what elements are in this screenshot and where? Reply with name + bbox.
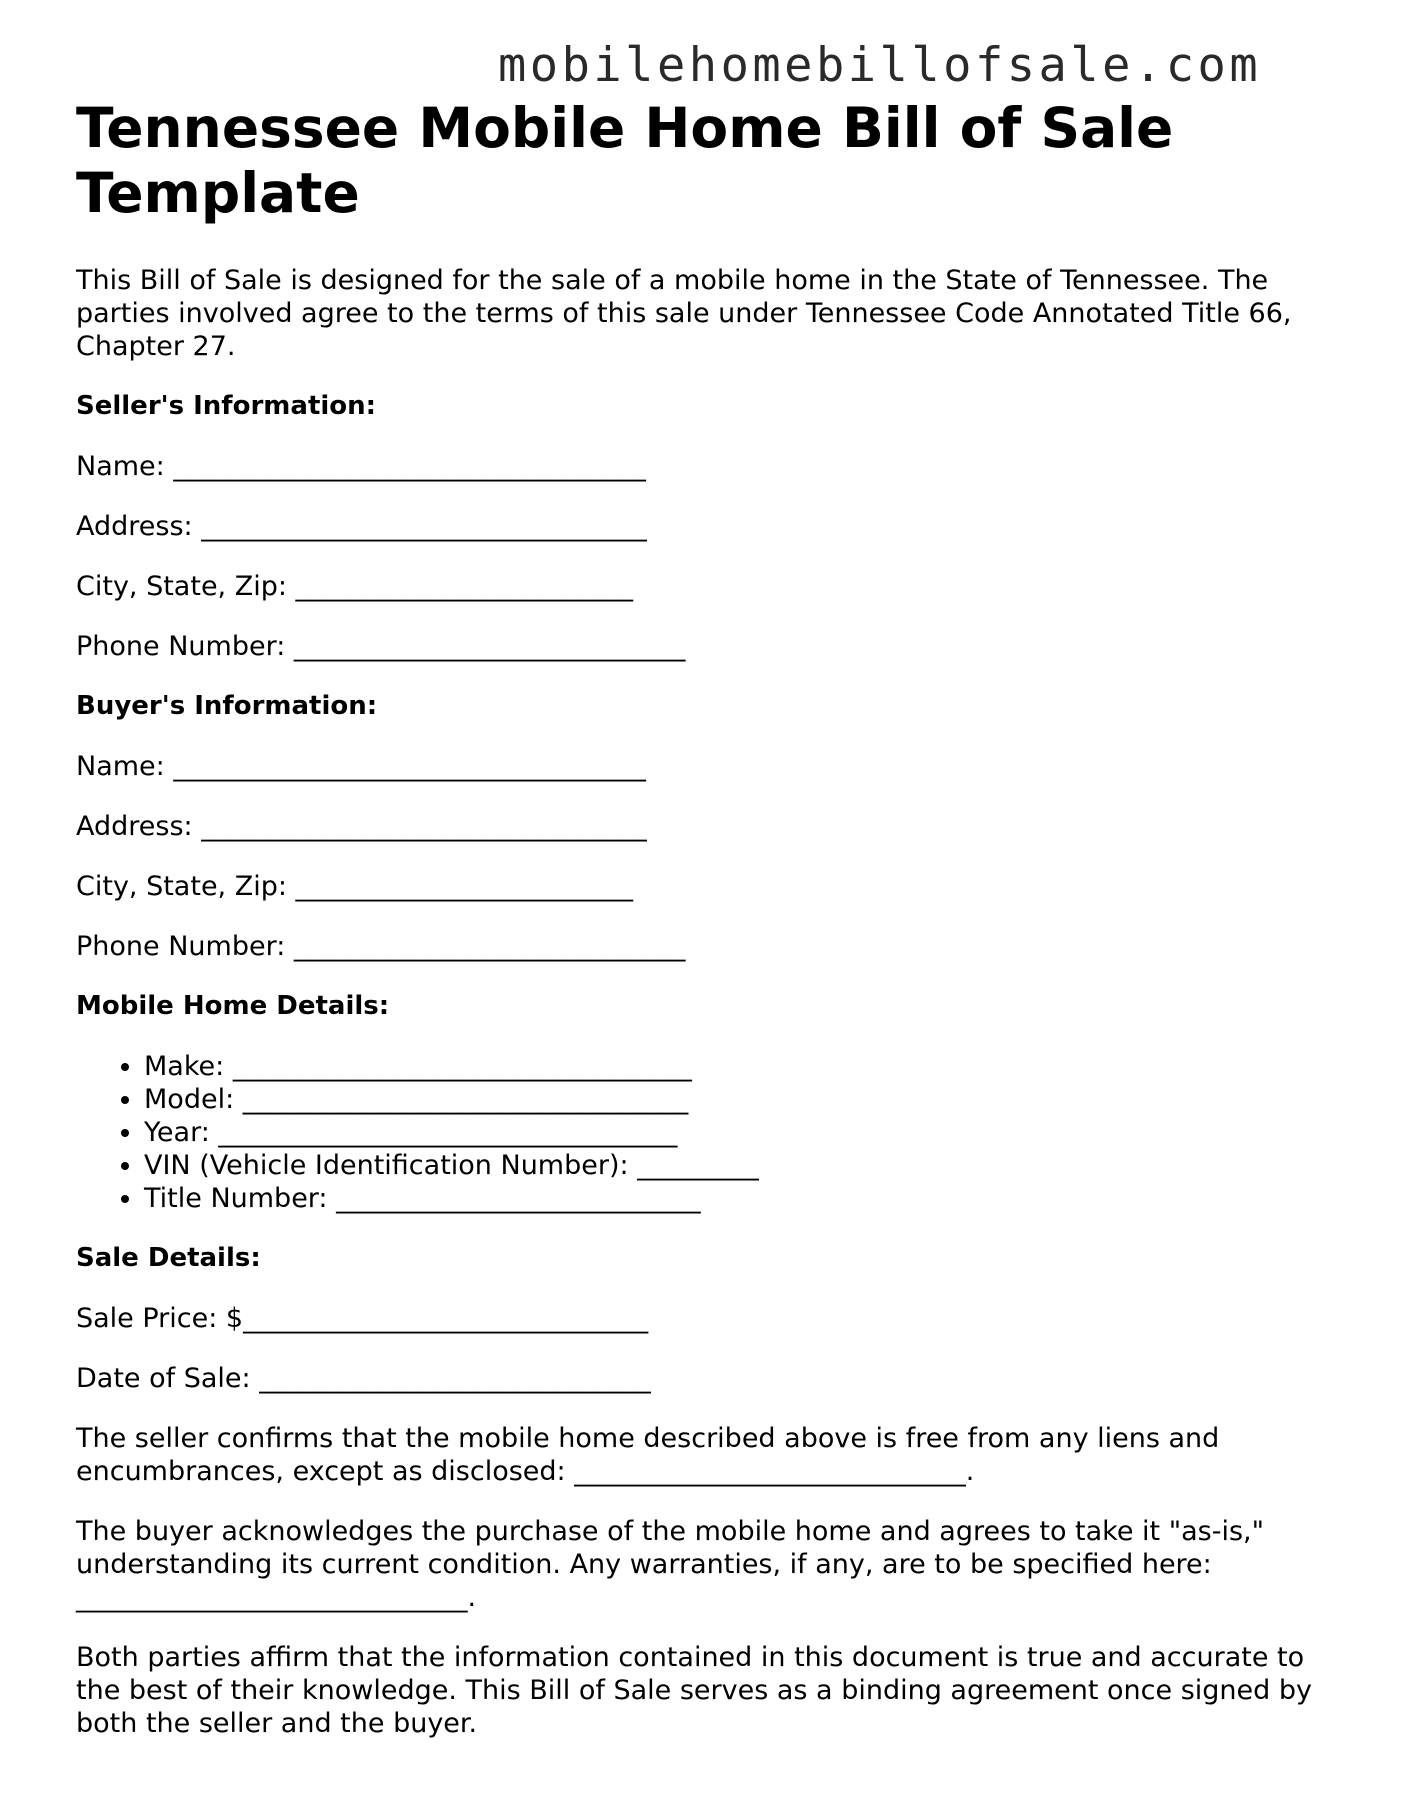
buyer-phone-field[interactable] <box>76 930 1336 963</box>
liens-paragraph <box>76 1422 1336 1488</box>
seller-address-field[interactable] <box>76 510 1336 543</box>
buyer-city-state-zip-field[interactable] <box>76 870 1336 903</box>
buyer-address-field[interactable] <box>76 810 1336 843</box>
item-label: VIN (Vehicle Identification Number): <box>144 1150 629 1181</box>
buyer-heading: Buyer's Information: <box>76 691 378 721</box>
item-label: Year: <box>144 1117 210 1148</box>
item-blank[interactable]: ___________________________ <box>336 1183 701 1214</box>
item-blank[interactable]: _________________________________ <box>242 1084 689 1115</box>
item-label: Title Number: <box>144 1183 328 1214</box>
as-is-text: The buyer acknowledges the purchase of the mobile home and agrees to take it "as-is," understanding its current condition. Any warranties, if any, are to be specified here: <box>76 1516 1265 1580</box>
field-blank[interactable]: _________________________ <box>295 871 634 902</box>
item-blank[interactable]: __________________________________ <box>232 1051 692 1082</box>
field-blank[interactable]: ___________________________________ <box>173 451 646 482</box>
field-blank[interactable]: ______________________________ <box>243 1303 649 1334</box>
item-blank[interactable]: _________ <box>637 1150 759 1181</box>
intro-paragraph: This Bill of Sale is designed for the sale of a mobile home in the State of Tennessee. The parties involved agree to the terms of this sale under Tennessee Code Annotated Title 66, Chapter 27. <box>76 265 1292 362</box>
field-label: Date of Sale: <box>76 1363 251 1394</box>
item-blank[interactable]: __________________________________ <box>218 1117 678 1148</box>
year-item[interactable] <box>144 1116 1336 1149</box>
seller-name-field[interactable] <box>76 450 1336 483</box>
field-blank[interactable]: ___________________________________ <box>173 751 646 782</box>
affirmation-paragraph: Both parties affirm that the information contained in this document is true and accurate to the best of their knowledge. This Bill of Sale serves as a binding agreement once signed by both the seller and the buyer. <box>76 1642 1312 1739</box>
document-title: Tennessee Mobile Home Bill of Sale Template <box>76 96 1174 225</box>
mobile-home-heading: Mobile Home Details: <box>76 991 390 1021</box>
field-blank[interactable]: _____________________________ <box>293 931 686 962</box>
model-item[interactable] <box>144 1083 1336 1116</box>
field-label: Phone Number: <box>76 931 286 962</box>
make-item[interactable] <box>144 1050 1336 1083</box>
field-blank[interactable]: _____________________________ <box>259 1363 651 1394</box>
site-watermark: mobilehomebillofsale.com <box>498 38 1262 93</box>
document-body <box>76 264 1336 1767</box>
item-label: Make: <box>144 1051 225 1082</box>
liens-text: The seller confirms that the mobile home described above is free from any liens and encumbrances, except as disclosed: <box>76 1423 1220 1487</box>
buyer-name-field[interactable] <box>76 750 1336 783</box>
vin-item[interactable] <box>144 1149 1336 1182</box>
field-label: City, State, Zip: <box>76 571 287 602</box>
field-blank[interactable]: _____________________________ <box>293 631 686 662</box>
sale-date-field[interactable] <box>76 1362 1336 1395</box>
item-label: Model: <box>144 1084 235 1115</box>
field-blank[interactable]: _________________________ <box>295 571 634 602</box>
seller-city-state-zip-field[interactable] <box>76 570 1336 603</box>
field-label: Phone Number: <box>76 631 286 662</box>
as-is-blank[interactable]: _____________________________. <box>76 1582 477 1613</box>
sale-heading: Sale Details: <box>76 1243 261 1273</box>
sale-price-field[interactable] <box>76 1302 1336 1335</box>
liens-blank[interactable]: _____________________________. <box>574 1456 975 1487</box>
seller-heading: Seller's Information: <box>76 391 377 421</box>
title-number-item[interactable] <box>144 1182 1336 1215</box>
field-label: Address: <box>76 811 193 842</box>
field-blank[interactable]: _________________________________ <box>201 811 647 842</box>
field-label: Sale Price: $ <box>76 1303 244 1334</box>
field-label: Name: <box>76 451 165 482</box>
field-label: Address: <box>76 511 193 542</box>
mobile-home-details-list <box>76 1050 1336 1215</box>
as-is-paragraph <box>76 1515 1336 1614</box>
seller-phone-field[interactable] <box>76 630 1336 663</box>
field-label: Name: <box>76 751 165 782</box>
field-label: City, State, Zip: <box>76 871 287 902</box>
field-blank[interactable]: _________________________________ <box>201 511 647 542</box>
